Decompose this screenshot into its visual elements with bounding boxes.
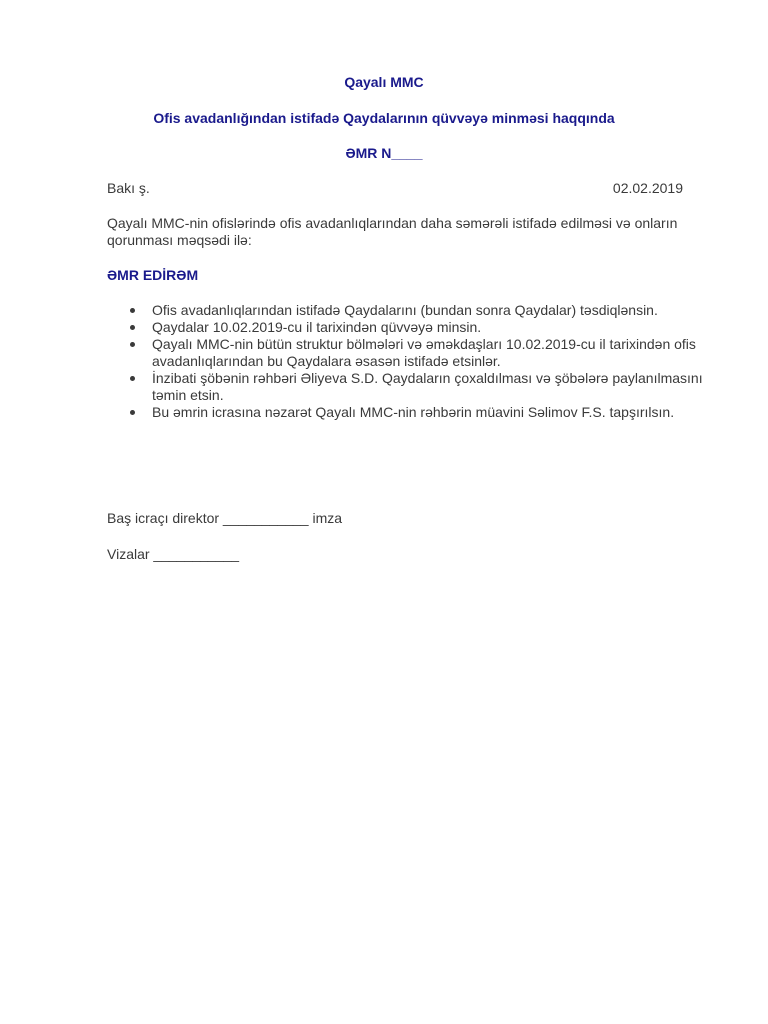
bullet-icon <box>130 308 135 313</box>
intro-paragraph: Qayalı MMC-nin ofislərində ofis avadanlıqlarından daha səmərəli istifadə edilməsi və onların qorunması məqsədi ilə: <box>107 215 678 248</box>
list-item <box>107 336 727 370</box>
bullet-icon <box>130 376 135 381</box>
list-item-text: Qaydalar 10.02.2019-cu il tarixindən qüvvəyə minsin. <box>152 319 482 335</box>
bullet-icon <box>130 325 135 330</box>
order-items-list <box>107 302 727 421</box>
place: Bakı ş. <box>107 180 150 196</box>
list-item <box>107 404 727 421</box>
order-heading: ƏMR EDİRƏM <box>107 267 199 283</box>
list-item-text: Bu əmrin icrasına nəzarət Qayalı MMC-nin rəhbərin müavini Səlimov F.S. tapşırılsın. <box>152 404 675 420</box>
bullet-icon <box>130 410 135 415</box>
date: 02.02.2019 <box>612 180 683 196</box>
list-item-text: İnzibati şöbənin rəhbəri Əliyeva S.D. Qaydaların çoxaldılması və şöbələrə paylanılmasını təmin etsin. <box>152 370 703 403</box>
visa-line: Vizalar ___________ <box>107 546 240 562</box>
list-item <box>107 370 727 404</box>
bullet-icon <box>130 342 135 347</box>
document-subject: Ofis avadanlığından istifadə Qaydalarının qüvvəyə minməsi haqqında <box>153 110 615 126</box>
list-item-text: Qayalı MMC-nin bütün struktur bölmələri və əməkdaşları 10.02.2019-cu il tarixindən ofis avadanlıqlarından bu Qaydalara əsasən istifadə etsinlər. <box>152 336 696 369</box>
list-item-text: Ofis avadanlıqlarından istifadə Qaydalarını (bundan sonra Qaydalar) təsdiqlənsin. <box>152 302 658 318</box>
list-item <box>107 302 727 319</box>
signature-line: Baş icraçı direktor ___________ imza <box>107 510 343 526</box>
company-name: Qayalı MMC <box>344 74 424 90</box>
place-date-row <box>107 180 683 197</box>
order-title: ƏMR N____ <box>345 145 423 161</box>
list-item <box>107 319 727 336</box>
